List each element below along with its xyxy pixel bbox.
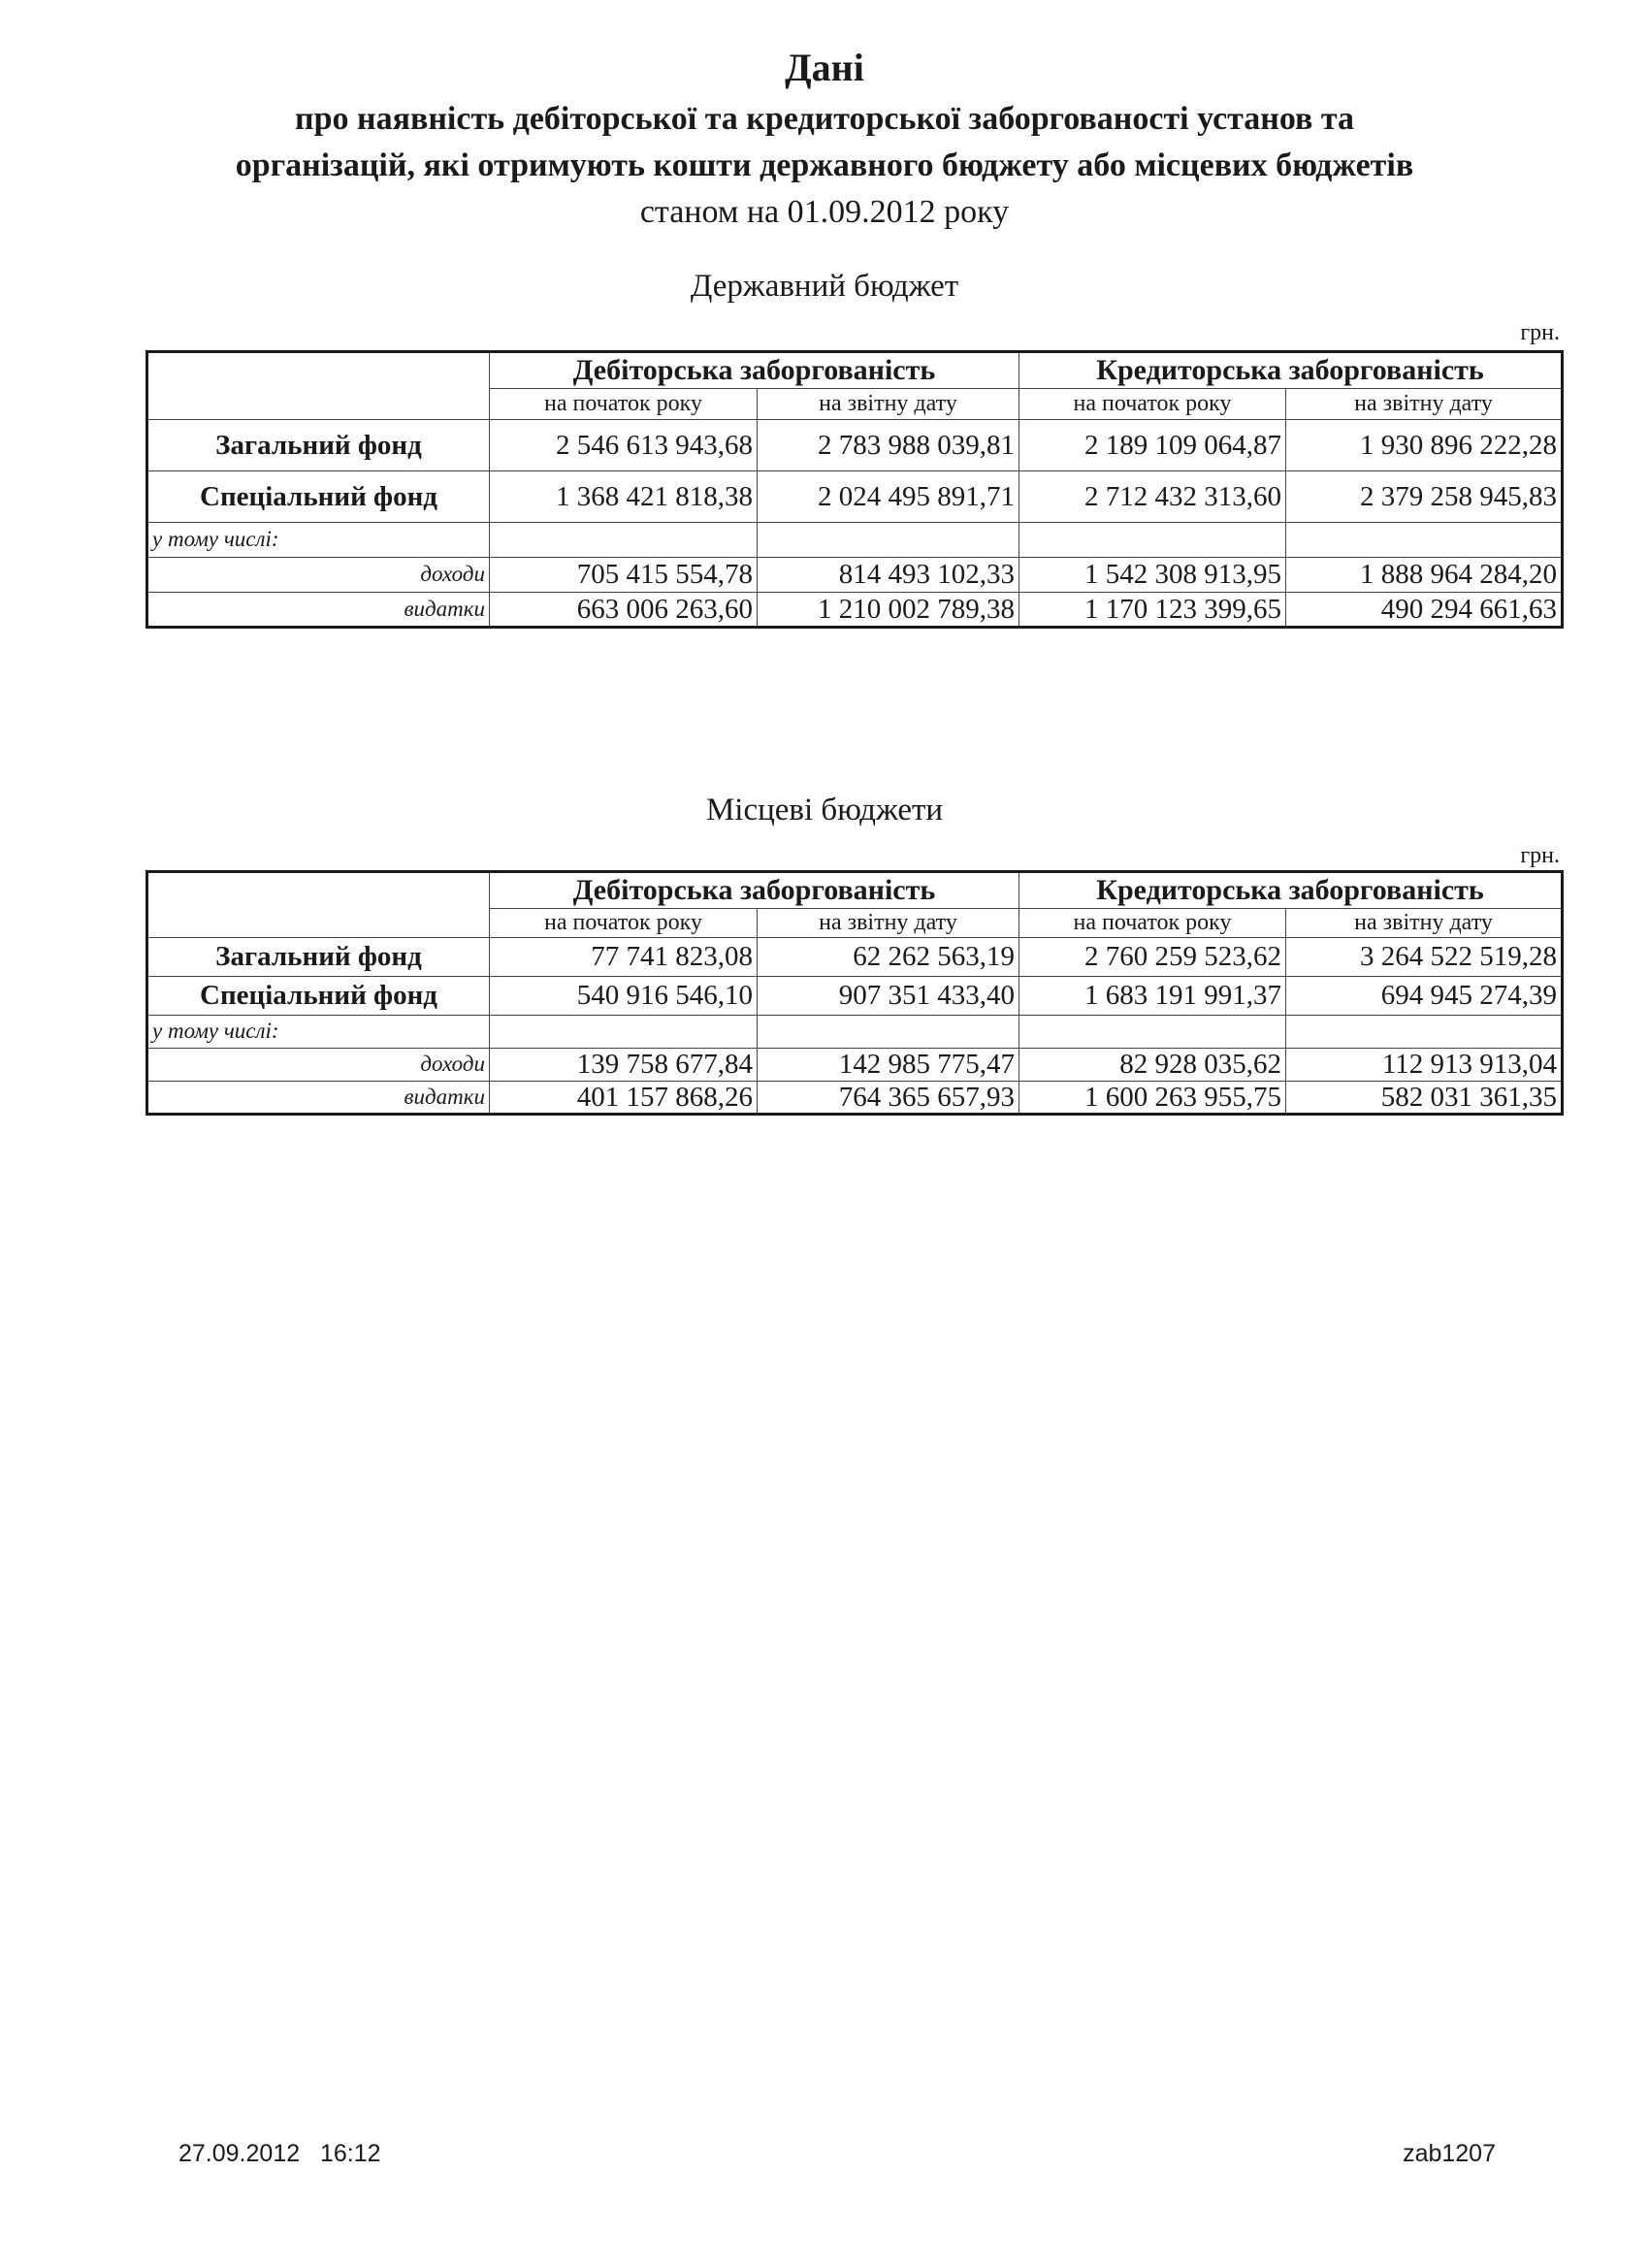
table-cell	[1286, 523, 1563, 558]
row-label: Загальний фонд	[147, 420, 490, 471]
section-title-local-budgets: Місцеві бюджети	[705, 793, 944, 827]
row-label: у тому числі:	[147, 523, 490, 558]
header-payables: Кредиторська заборгованість	[1019, 872, 1563, 909]
header-receivables: Дебіторська заборгованість	[490, 872, 1019, 909]
table-cell: 663 006 263,60	[490, 593, 758, 628]
subheader-start-of-year: на початок року	[490, 389, 758, 420]
table-cell: 77 741 823,08	[490, 938, 758, 977]
row-label: видатки	[147, 593, 490, 628]
table-cell: 694 945 274,39	[1286, 977, 1563, 1016]
table-cell: 401 157 868,26	[490, 1082, 758, 1115]
footer-document-code: zab1207	[1403, 2140, 1496, 2167]
table-cell: 1 542 308 913,95	[1019, 558, 1286, 593]
table-cell: 1 210 002 789,38	[758, 593, 1019, 628]
row-label: доходи	[147, 558, 490, 593]
table-cell: 1 170 123 399,65	[1019, 593, 1286, 628]
subheader-reporting-date: на звітну дату	[1286, 389, 1563, 420]
document-subtitle-line1: про наявність дебіторської та кредиторської заборгованості установ та	[294, 101, 1355, 137]
table-cell: 82 928 035,62	[1019, 1049, 1286, 1082]
section-title-state-budget: Державний бюджет	[690, 269, 959, 304]
table-cell	[490, 523, 758, 558]
table-cell: 540 916 546,10	[490, 977, 758, 1016]
table-cell: 2 189 109 064,87	[1019, 420, 1286, 471]
header-empty-cell	[147, 872, 490, 938]
table-cell: 139 758 677,84	[490, 1049, 758, 1082]
unit-label: грн.	[1520, 843, 1560, 868]
table-cell: 1 930 896 222,28	[1286, 420, 1563, 471]
row-label: у тому числі:	[147, 1016, 490, 1049]
footer-timestamp: 27.09.2012 16:12	[178, 2140, 381, 2167]
table-cell: 142 985 775,47	[758, 1049, 1019, 1082]
document-subtitle-line2: організацій, які отримують кошти державного бюджету або місцевих бюджетів	[235, 147, 1414, 183]
header-empty-cell	[147, 352, 490, 420]
table-row	[147, 558, 1563, 593]
table-cell: 2 546 613 943,68	[490, 420, 758, 471]
table-cell	[490, 1016, 758, 1049]
state-budget-table	[146, 350, 1564, 629]
table-cell: 1 368 421 818,38	[490, 471, 758, 523]
subheader-start-of-year: на початок року	[1019, 909, 1286, 938]
header-payables: Кредиторська заборгованість	[1019, 352, 1563, 389]
table-row	[147, 523, 1563, 558]
table-cell	[1019, 523, 1286, 558]
table-cell: 705 415 554,78	[490, 558, 758, 593]
table-cell: 582 031 361,35	[1286, 1082, 1563, 1115]
table-cell	[1019, 1016, 1286, 1049]
table-cell: 907 351 433,40	[758, 977, 1019, 1016]
row-label: видатки	[147, 1082, 490, 1115]
row-label: Спеціальний фонд	[147, 471, 490, 523]
table-cell: 3 264 522 519,28	[1286, 938, 1563, 977]
table-cell	[758, 523, 1019, 558]
table-cell: 1 600 263 955,75	[1019, 1082, 1286, 1115]
table-cell: 490 294 661,63	[1286, 593, 1563, 628]
table-header-row	[147, 872, 1563, 909]
table-row	[147, 593, 1563, 628]
table-cell	[758, 1016, 1019, 1049]
table-row	[147, 471, 1563, 523]
row-label: доходи	[147, 1049, 490, 1082]
table-row	[147, 938, 1563, 977]
table-cell: 1 683 191 991,37	[1019, 977, 1286, 1016]
subheader-start-of-year: на початок року	[1019, 389, 1286, 420]
document-title: Дані	[785, 46, 864, 89]
header-receivables: Дебіторська заборгованість	[490, 352, 1019, 389]
table-cell: 2 712 432 313,60	[1019, 471, 1286, 523]
table-cell: 2 783 988 039,81	[758, 420, 1019, 471]
table-cell: 814 493 102,33	[758, 558, 1019, 593]
table-cell: 1 888 964 284,20	[1286, 558, 1563, 593]
table-cell: 62 262 563,19	[758, 938, 1019, 977]
document-date-line: станом на 01.09.2012 року	[639, 194, 1010, 230]
local-budgets-table	[146, 870, 1564, 1116]
subheader-reporting-date: на звітну дату	[758, 909, 1019, 938]
table-cell: 2 024 495 891,71	[758, 471, 1019, 523]
table-header-row	[147, 352, 1563, 389]
table-row	[147, 977, 1563, 1016]
row-label: Спеціальний фонд	[147, 977, 490, 1016]
subheader-reporting-date: на звітну дату	[758, 389, 1019, 420]
subheader-reporting-date: на звітну дату	[1286, 909, 1563, 938]
table-row	[147, 1082, 1563, 1115]
table-cell: 2 379 258 945,83	[1286, 471, 1563, 523]
table-row	[147, 1016, 1563, 1049]
table-cell: 2 760 259 523,62	[1019, 938, 1286, 977]
table-cell: 764 365 657,93	[758, 1082, 1019, 1115]
subheader-start-of-year: на початок року	[490, 909, 758, 938]
table-row	[147, 420, 1563, 471]
table-cell	[1286, 1016, 1563, 1049]
unit-label: грн.	[1520, 320, 1560, 345]
table-row	[147, 1049, 1563, 1082]
table-cell: 112 913 913,04	[1286, 1049, 1563, 1082]
row-label: Загальний фонд	[147, 938, 490, 977]
